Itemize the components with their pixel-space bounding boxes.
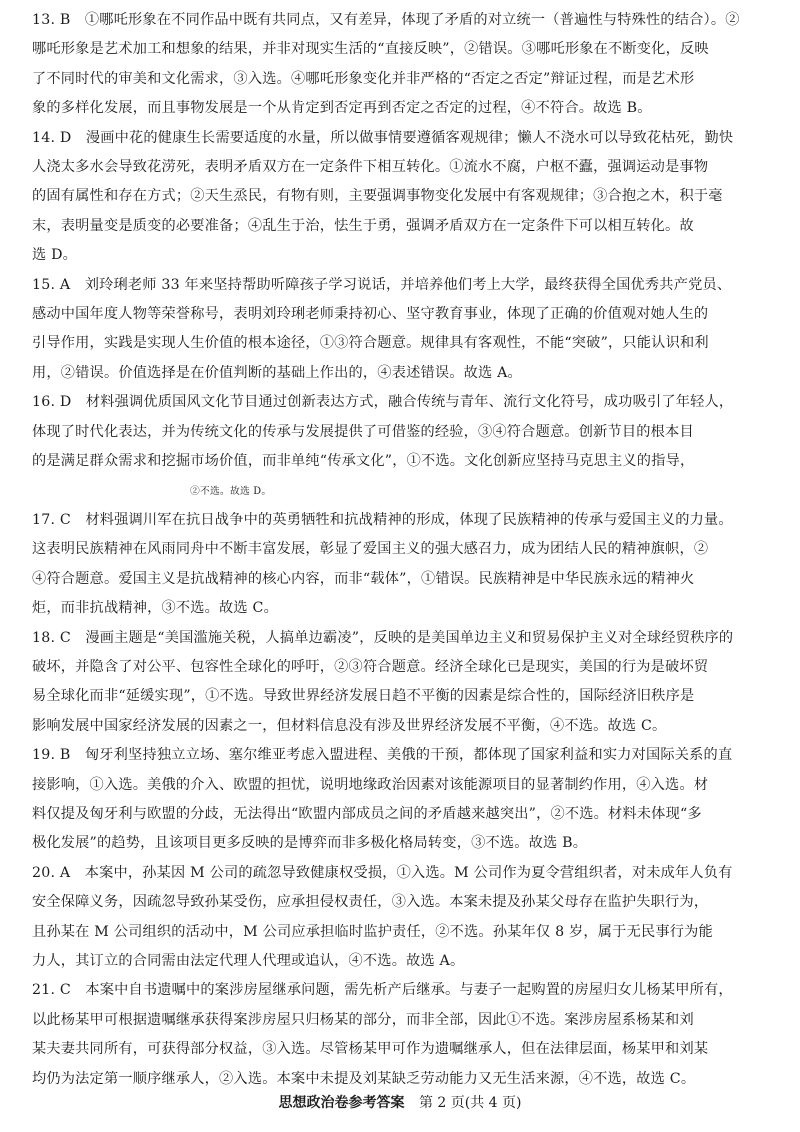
answer-15 (32, 271, 772, 389)
answer-line: 感动中国年度人物等荣誉称号，表明刘玲琍老师秉持初心、坚守教育事业，体现了正确的价值观对她人生的 (32, 306, 709, 323)
answer-line: 接影响，①入选。美俄的介入、欧盟的担忧，说明地缘政治因素对该能源项目的显著制约作用，④入选。材 (32, 776, 709, 793)
answer-line: 易全球化而非“延缓实现”，①不选。导致世界经济发展日趋不平衡的因素是综合性的，国际经济旧秩序是 (32, 688, 695, 705)
answer-line: 极化发展”的趋势，且该项目更多反映的是博弈而非多极化格局转变，③不选。故选 B。 (32, 835, 588, 852)
answer-line: 象的多样化发展，而且事物发展是一个从肯定到否定再到否定之否定的过程，④不符合。故选 B。 (32, 100, 652, 117)
answer-line: 哪吒形象是艺术加工和想象的结果，并非对现实生活的“直接反映”，②错误。③哪吒形象在不断变化，反映 (32, 41, 709, 58)
footer-title: 思想政治卷参考答案 (278, 1095, 405, 1111)
answer-line: 以此杨某甲可根据遗嘱继承获得案涉房屋只归杨某的部分，而非全部，因此①不选。案涉房屋系杨某和刘 (32, 1011, 694, 1028)
answer-14 (32, 124, 772, 271)
answer-17 (32, 506, 772, 624)
answer-line: 引导作用，实践是实现人生价值的根本途径，①③符合题意。规律具有客观性，不能“突破”，只能认识和利 (32, 335, 709, 352)
answer-21 (32, 976, 772, 1094)
answer-line: 15. A 刘玲琍老师 33 年来坚持帮助听障孩子学习说话，并培养他们考上大学，最终获得全国优秀共产党员、 (32, 276, 732, 293)
answer-line: 13. B ①哪吒形象在不同作品中既有共同点，又有差异，体现了矛盾的对立统一（普遍性与特殊性的结合）。② (32, 12, 740, 28)
answer-line: 21. C 本案中自书遗嘱中的案涉房屋继承问题，需先析产后继承。与妻子一起购置的房屋归女儿杨某甲所有， (32, 982, 733, 999)
answer-line: 14. D 漫画中花的健康生长需要适度的水量，所以做事情要遵循客观规律；懒人不浇水可以导致花枯死，勤快 (32, 129, 734, 146)
answer-line: 选 D。 (32, 247, 78, 264)
answer-line: 炬，而非抗战精神，③不选。故选 C。 (32, 600, 278, 617)
answer-line: 用，②错误。价值选择是在价值判断的基础上作出的，④表述错误。故选 A。 (32, 364, 522, 381)
answer-line: 的是满足群众需求和挖掘市场价值，而非单纯“传承文化”，①不选。文化创新应坚持马克思主义的指导， (32, 453, 695, 470)
answer-line: 料仅提及匈牙利与欧盟的分歧，无法得出“欧盟内部成员之间的矛盾越来越突出”，②不选。材料未体现“多 (32, 805, 702, 822)
answer-line: 了不同时代的审美和文化需求，③入选。④哪吒形象变化并非严格的“否定之否定”辩证过程，而是艺术形 (32, 70, 695, 87)
answer-19 (32, 741, 772, 859)
answer-line: 人浇太多水会导致花涝死，表明矛盾双方在一定条件下相互转化。①流水不腐，户枢不蠹，强调运动是事物 (32, 159, 709, 176)
answer-list (32, 6, 772, 1094)
answer-line: 19. B 匈牙利坚持独立立场、塞尔维亚考虑入盟进程、美俄的干预，都体现了国家利益和实力对国际关系的直 (32, 747, 733, 764)
page-footer (0, 1093, 800, 1113)
answer-line: 末，表明量变是质变的必要准备；④乱生于治，怯生于勇，强调矛盾双方在一定条件下可以相互转化。故 (32, 217, 694, 234)
answer-line: 力人，其订立的合同需由法定代理人代理或追认，④不选。故选 A。 (32, 953, 465, 969)
answer-line: 16. D 材料强调优质国风文化节目通过创新表达方式，融合传统与青年、流行文化符号，成功吸引了年轻人， (32, 394, 734, 411)
answer-line: 安全保障义务，因疏忽导致孙某受伤，应承担侵权责任，③入选。本案未提及孙某父母存在监护失职行为， (32, 894, 709, 911)
answer-line: 且孙某在 M 公司组织的活动中，M 公司应承担临时监护责任，②不选。孙某年仅 8 岁，属于无民事行为能 (32, 923, 713, 940)
answer-20 (32, 859, 772, 977)
footer-page-number: 第 2 页(共 4 页) (418, 1095, 522, 1111)
answer-16 (32, 388, 772, 506)
answer-18 (32, 624, 772, 742)
answer-line: 17. C 材料强调川军在抗日战争中的英勇牺牲和抗战精神的形成，体现了民族精神的传承与爱国主义的力量。 (32, 511, 733, 528)
answer-line: ④符合题意。爱国主义是抗战精神的核心内容，而非“载体”，①错误。民族精神是中华民族永远的精神火 (32, 570, 695, 587)
answer-line: ②不选。故选 D。 (190, 485, 272, 497)
answer-line: 某夫妻共同所有，可获得部分权益，③入选。尽管杨某甲可作为遗嘱继承人，但在法律层面，杨某甲和刘某 (32, 1041, 709, 1058)
answer-line: 体现了时代化表达，并为传统文化的传承与发展提供了可借鉴的经验，③④符合题意。创新节目的根本目 (32, 423, 694, 440)
answer-line: 20. A 本案中，孙某因 M 公司的疏忽导致健康权受损，①入选。M 公司作为夏令营组织者，对未成年人负有 (32, 864, 733, 881)
answer-line: 均仍为法定第一顺序继承人，②入选。本案中未提及刘某缺乏劳动能力又无生活来源，④不选，故选 C。 (32, 1070, 696, 1087)
answer-13 (32, 6, 772, 124)
answer-line: 这表明民族精神在风雨同舟中不断丰富发展，彰显了爱国主义的强大感召力，成为团结人民的精神旗帜，② (32, 541, 709, 558)
answer-line: 18. C 漫画主题是“美国滥施关税，人搞单边霸凌”，反映的是美国单边主义和贸易保护主义对全球经贸秩序的 (32, 629, 734, 646)
answer-line: 破坏，并隐含了对公平、包容性全球化的呼吁，②③符合题意。经济全球化已是现实，美国的行为是破坏贸 (32, 658, 709, 675)
answer-line: 的固有属性和存在方式；②天生烝民，有物有则，主要强调事物变化发展中有客观规律；③合抱之木，积于毫 (32, 188, 723, 205)
answer-line: 影响发展中国家经济发展的因素之一，但材料信息没有涉及世界经济发展不平衡，④不选。故选 C。 (32, 717, 667, 734)
